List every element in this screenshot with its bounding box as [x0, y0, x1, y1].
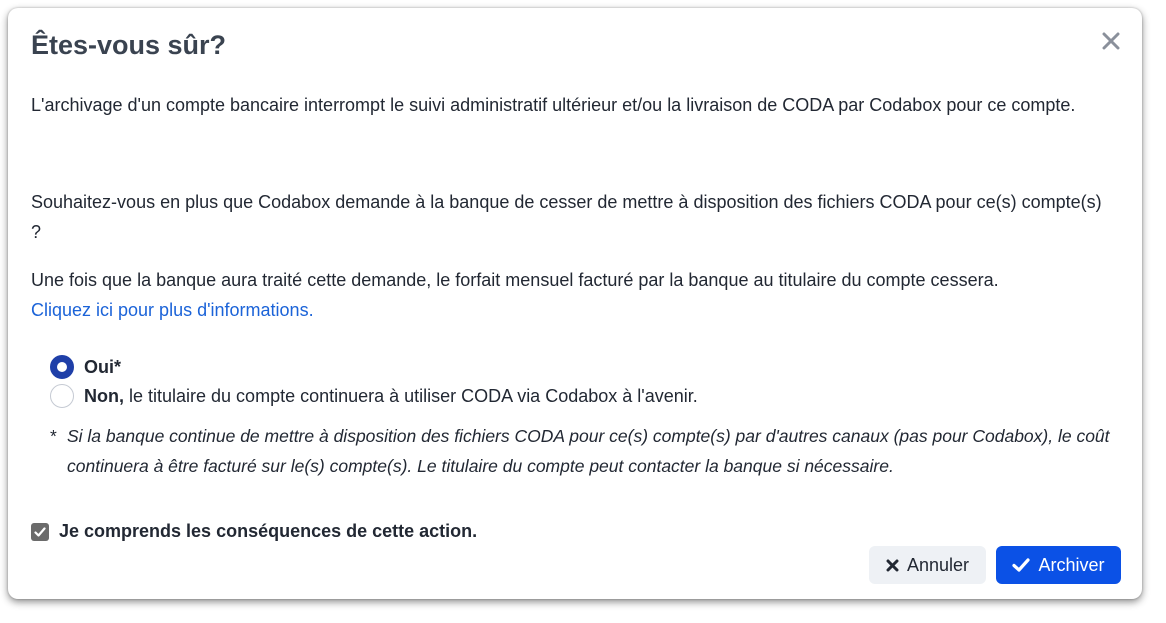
archive-button[interactable]	[996, 546, 1121, 584]
radio-option-no[interactable]	[50, 384, 698, 408]
close-icon	[1102, 32, 1120, 50]
confirm-archive-dialog	[8, 8, 1142, 599]
check-icon	[1012, 558, 1030, 572]
archive-label: Archiver	[1038, 554, 1105, 575]
checkmark-icon	[34, 526, 46, 538]
confirm-label: Je comprends les conséquences de cette action.	[59, 521, 478, 541]
footnote-marker: *	[50, 426, 57, 446]
billing-info-text: Une fois que la banque aura traité cette demande, le forfait mensuel facturé par la banque au titulaire du compte cessera.	[31, 270, 999, 290]
cancel-label: Annuler	[906, 554, 970, 575]
x-icon	[886, 559, 899, 572]
radio-no-label: Non, le titulaire du compte continuera à utiliser CODA via Codabox à l'avenir.	[84, 385, 698, 406]
radio-option-yes[interactable]	[50, 355, 121, 379]
radio-no[interactable]	[50, 384, 74, 408]
footnote	[50, 421, 1130, 481]
radio-yes[interactable]	[50, 355, 74, 379]
close-button[interactable]	[1096, 26, 1126, 56]
dialog-title: Êtes-vous sûr?	[31, 30, 227, 60]
footnote-text: Si la banque continue de mettre à disposition des fichiers CODA pour ce(s) compte(s) par d'autres canaux (pas pour Codabox), le coût continuera à être facturé sur le(s) compte(s). Le titulaire du compte peut contacter la banque si nécessaire.	[67, 426, 1110, 476]
request-question: Souhaitez-vous en plus que Codabox demande à la banque de cesser de mettre à disposition des fichiers CODA pour ce(s) compte(s) ?	[31, 192, 1102, 242]
cancel-button[interactable]	[869, 546, 986, 584]
billing-info	[31, 265, 1111, 325]
confirm-consequences[interactable]	[31, 521, 477, 542]
radio-yes-label: Oui*	[84, 356, 122, 377]
confirm-checkbox[interactable]	[31, 523, 49, 541]
archive-explanation: L'archivage d'un compte bancaire interrompt le suivi administratif ultérieur et/ou la livraison de CODA par Codabox pour ce compte.	[31, 95, 1076, 115]
more-info-link[interactable]: Cliquez ici pour plus d'informations.	[31, 300, 314, 320]
